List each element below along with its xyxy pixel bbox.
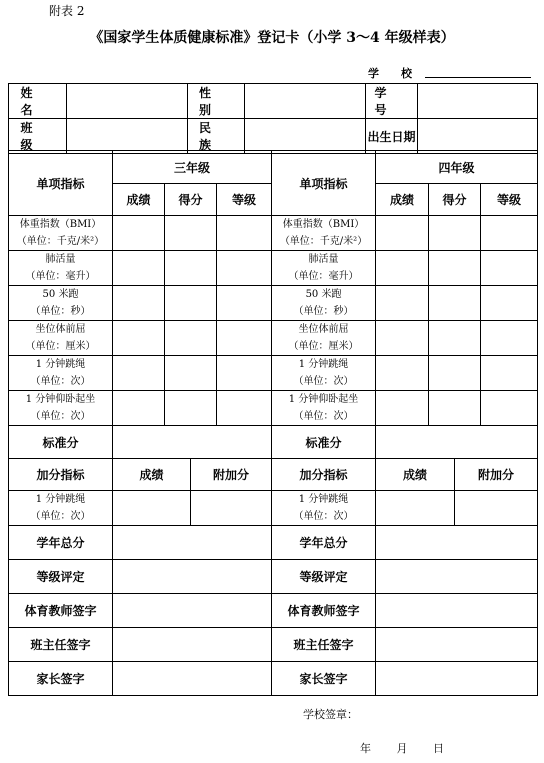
g3-points-cell[interactable] — [165, 391, 217, 426]
item-rope-skip-right: 1 分钟跳绳 （单位：次） — [272, 356, 376, 391]
pe-teacher-sign-right: 体育教师签字 — [272, 594, 376, 628]
date-label: 年 月 日 — [360, 742, 444, 755]
indicator-header-right: 单项指标 — [272, 151, 376, 216]
g3-level-cell[interactable] — [217, 321, 272, 356]
year-total-left: 学年总分 — [9, 526, 113, 560]
standard-score-left: 标准分 — [9, 426, 113, 459]
head-teacher-sign-left: 班主任签字 — [9, 628, 113, 662]
g3-level-cell[interactable] — [217, 216, 272, 251]
standard-score-right: 标准分 — [272, 426, 376, 459]
page-title: 《国家学生体质健康标准》登记卡（小学 3～4 年级样表） — [89, 30, 455, 46]
grade3-score-header: 成绩 — [113, 184, 165, 216]
g3-standard-score-cell[interactable] — [113, 426, 272, 459]
item-bmi-left: 体重指数（BMI） （单位：千克/米²） — [9, 216, 113, 251]
item-situps-left: 1 分钟仰卧起坐 （单位：次） — [9, 391, 113, 426]
item-50m-run-right: 50 米跑 （单位：秒） — [272, 286, 376, 321]
g4-year-total-cell[interactable] — [376, 526, 538, 560]
g4-score-cell[interactable] — [376, 286, 429, 321]
item-sit-reach-left: 坐位体前屈 （单位：厘米） — [9, 321, 113, 356]
g4-bonus-points-header: 附加分 — [455, 459, 538, 491]
grade4-level-header: 等级 — [481, 184, 538, 216]
g3-points-cell[interactable] — [165, 286, 217, 321]
grade3-points-header: 得分 — [165, 184, 217, 216]
g4-score-cell[interactable] — [376, 356, 429, 391]
g3-level-cell[interactable] — [217, 391, 272, 426]
fitness-record-table — [8, 150, 538, 696]
g3-level-cell[interactable] — [217, 356, 272, 391]
g4-points-cell[interactable] — [429, 391, 481, 426]
g4-level-cell[interactable] — [481, 356, 538, 391]
g4-level-cell[interactable] — [481, 391, 538, 426]
g4-score-cell[interactable] — [376, 216, 429, 251]
grade4-points-header: 得分 — [429, 184, 481, 216]
student-info-table — [8, 83, 538, 154]
class-label: 班级 — [9, 119, 67, 154]
g3-bonus-points-header: 附加分 — [191, 459, 272, 491]
item-rope-skip-left: 1 分钟跳绳 （单位：次） — [9, 356, 113, 391]
item-sit-reach-right: 坐位体前屈 （单位：厘米） — [272, 321, 376, 356]
g4-bonus-score-cell[interactable] — [376, 491, 455, 526]
g3-bonus-score-header: 成绩 — [113, 459, 191, 491]
birthdate-label: 出生日期 — [366, 119, 418, 154]
school-seal-label: 学校签章： — [303, 708, 358, 721]
g3-points-cell[interactable] — [165, 216, 217, 251]
g3-points-cell[interactable] — [165, 251, 217, 286]
g3-level-cell[interactable] — [217, 286, 272, 321]
g3-score-cell[interactable] — [113, 391, 165, 426]
g3-score-cell[interactable] — [113, 286, 165, 321]
indicator-header-left: 单项指标 — [9, 151, 113, 216]
g4-points-cell[interactable] — [429, 216, 481, 251]
g4-standard-score-cell[interactable] — [376, 426, 538, 459]
ethnicity-field[interactable] — [245, 119, 366, 154]
g3-level-cell[interactable] — [217, 251, 272, 286]
head-teacher-sign-right: 班主任签字 — [272, 628, 376, 662]
bonus-rope-skip-right: 1 分钟跳绳 （单位：次） — [272, 491, 376, 526]
g4-points-cell[interactable] — [429, 356, 481, 391]
grade4-header: 四年级 — [376, 151, 538, 184]
grade4-score-header: 成绩 — [376, 184, 429, 216]
g4-points-cell[interactable] — [429, 286, 481, 321]
name-label: 姓名 — [9, 84, 67, 119]
parent-sign-left: 家长签字 — [9, 662, 113, 696]
birthdate-field[interactable] — [418, 119, 538, 154]
year-total-right: 学年总分 — [272, 526, 376, 560]
g4-head-teacher-sign-cell[interactable] — [376, 628, 538, 662]
g4-level-cell[interactable] — [481, 286, 538, 321]
g3-score-cell[interactable] — [113, 251, 165, 286]
g4-score-cell[interactable] — [376, 391, 429, 426]
g4-parent-sign-cell[interactable] — [376, 662, 538, 696]
g4-level-cell[interactable] — [481, 321, 538, 356]
g4-score-cell[interactable] — [376, 321, 429, 356]
item-bmi-right: 体重指数（BMI） （单位：千克/米²） — [272, 216, 376, 251]
g4-bonus-points-cell[interactable] — [455, 491, 538, 526]
g4-bonus-score-header: 成绩 — [376, 459, 455, 491]
g3-pe-teacher-sign-cell[interactable] — [113, 594, 272, 628]
parent-sign-right: 家长签字 — [272, 662, 376, 696]
g4-points-cell[interactable] — [429, 251, 481, 286]
g4-score-cell[interactable] — [376, 251, 429, 286]
appendix-label: 附表 2 — [49, 4, 85, 18]
g4-level-cell[interactable] — [481, 216, 538, 251]
student-id-field[interactable] — [418, 84, 538, 119]
item-vital-capacity-left: 肺活量 （单位：毫升） — [9, 251, 113, 286]
pe-teacher-sign-left: 体育教师签字 — [9, 594, 113, 628]
bonus-header-left: 加分指标 — [9, 459, 113, 491]
name-field[interactable] — [67, 84, 188, 119]
g4-pe-teacher-sign-cell[interactable] — [376, 594, 538, 628]
level-eval-right: 等级评定 — [272, 560, 376, 594]
g3-score-cell[interactable] — [113, 356, 165, 391]
g3-score-cell[interactable] — [113, 321, 165, 356]
g3-points-cell[interactable] — [165, 321, 217, 356]
bonus-rope-skip-left: 1 分钟跳绳 （单位：次） — [9, 491, 113, 526]
g3-level-eval-cell[interactable] — [113, 560, 272, 594]
item-50m-run-left: 50 米跑 （单位：秒） — [9, 286, 113, 321]
bonus-header-right: 加分指标 — [272, 459, 376, 491]
g3-parent-sign-cell[interactable] — [113, 662, 272, 696]
grade3-level-header: 等级 — [217, 184, 272, 216]
item-vital-capacity-right: 肺活量 （单位：毫升） — [272, 251, 376, 286]
student-id-label: 学号 — [366, 84, 418, 119]
ethnicity-label: 民族 — [188, 119, 245, 154]
g4-level-eval-cell[interactable] — [376, 560, 538, 594]
g3-head-teacher-sign-cell[interactable] — [113, 628, 272, 662]
level-eval-left: 等级评定 — [9, 560, 113, 594]
g3-bonus-score-cell[interactable] — [113, 491, 191, 526]
school-label: 学 校 — [368, 67, 412, 80]
g4-points-cell[interactable] — [429, 321, 481, 356]
g3-bonus-points-cell[interactable] — [191, 491, 272, 526]
gender-label: 性别 — [188, 84, 245, 119]
g3-score-cell[interactable] — [113, 216, 165, 251]
g4-level-cell[interactable] — [481, 251, 538, 286]
g3-year-total-cell[interactable] — [113, 526, 272, 560]
grade3-header: 三年级 — [113, 151, 272, 184]
class-field[interactable] — [67, 119, 188, 154]
g3-points-cell[interactable] — [165, 356, 217, 391]
item-situps-right: 1 分钟仰卧起坐 （单位：次） — [272, 391, 376, 426]
school-field-line — [425, 77, 531, 78]
gender-field[interactable] — [245, 84, 366, 119]
